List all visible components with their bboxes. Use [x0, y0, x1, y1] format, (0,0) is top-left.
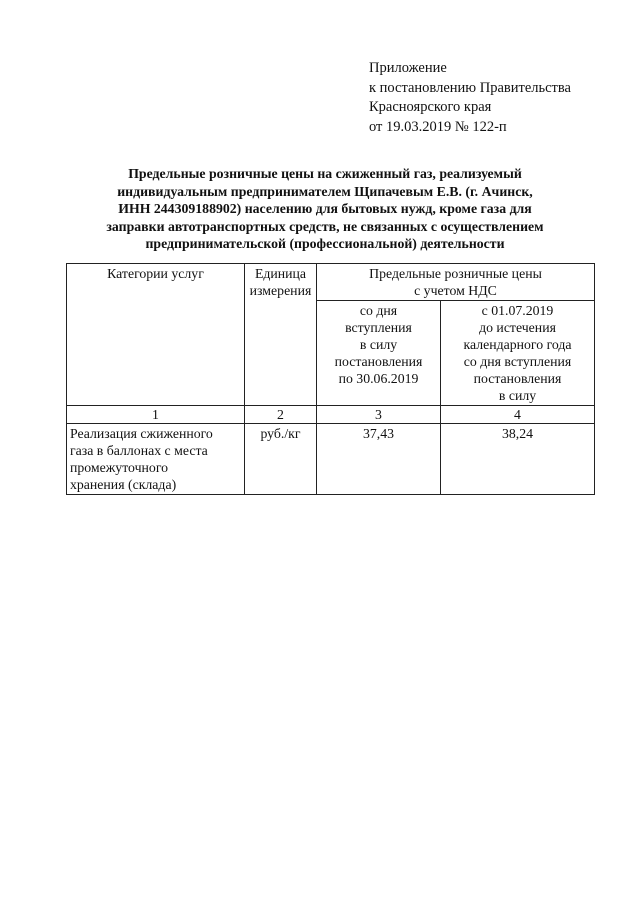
cell-category: Реализация сжиженного газа в баллонах с места промежуточного хранения (склада): [67, 424, 245, 495]
title-line: заправки автотранспортных средств, не связанных с осуществлением: [106, 218, 544, 234]
header-category: Категории услуг: [67, 264, 245, 406]
column-number: 3: [317, 406, 441, 424]
cell-unit: руб./кг: [245, 424, 317, 495]
price-table: [66, 263, 595, 495]
column-number: 1: [67, 406, 245, 424]
column-number: 4: [441, 406, 595, 424]
document-title: [60, 165, 590, 253]
title-line: Предельные розничные цены на сжиженный газ, реализуемый: [128, 166, 522, 181]
header-prices: Предельные розничные цены с учетом НДС: [317, 264, 595, 301]
appendix-line: от 19.03.2019 № 122-п: [369, 118, 507, 135]
title-line: индивидуальным предпринимателем Щипачевым Е.В. (г. Ачинск,: [117, 183, 533, 199]
appendix-line: Красноярского края: [369, 99, 492, 115]
header-period-1: со дня вступления в силу постановления по 30.06.2019: [317, 301, 441, 406]
column-number: 2: [245, 406, 317, 424]
appendix-line: Приложение: [369, 60, 447, 76]
header-unit: Единица измерения: [245, 264, 317, 406]
appendix-block: [369, 59, 571, 137]
title-line: ИНН 244309188902) населению для бытовых нужд, кроме газа для: [118, 201, 532, 216]
appendix-line: к постановлению Правительства: [369, 79, 571, 96]
header-period-2: с 01.07.2019 до истечения календарного года со дня вступления постановления в силу: [441, 301, 595, 406]
header-row: [67, 264, 595, 301]
cell-price-1: 37,43: [317, 424, 441, 495]
cell-price-2: 38,24: [441, 424, 595, 495]
title-line: предпринимательской (профессиональной) деятельности: [145, 236, 505, 251]
table-row: [67, 424, 595, 495]
column-numbers-row: [67, 406, 595, 424]
